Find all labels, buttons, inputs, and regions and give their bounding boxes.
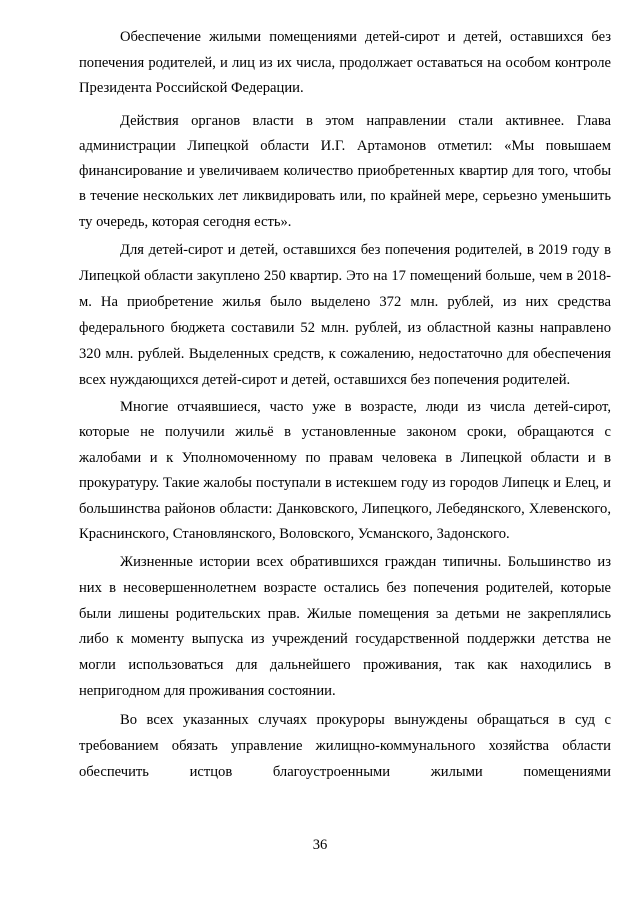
paragraph: Многие отчаявшиеся, часто уже в возрасте, люди из числа детей-сирот, которые не получили жильё в установленные законом сроки, обращаются с жалобами и к Уполномоченному по правам человека в Липецкой области и в прокуратуру. Такие жалобы поступали в истекшем году из городов Липецк и Елец, и большинства районов области: Данковского, Липецкого, Лебедянского, Хлевенского, Краснинского, Становлянского, Воловского, Усманского, Задонского. [79,398,611,543]
paragraph: Жизненные истории всех обратившихся граждан типичны. Большинство из них в несовершеннолетнем возрасте остались без попечения родителей, которые были лишены родительских прав. Жилые помещения за детьми не закреплялись либо к моменту выпуска из учреждений государственной поддержки детства не могли использоваться для дальнейшего проживания, так как находились в непригодном для проживания состоянии. [79,553,611,699]
page-number: 36 [312,837,328,853]
paragraph: Для детей-сирот и детей, оставшихся без попечения родителей, в 2019 году в Липецкой области закуплено 250 квартир. Это на 17 помещений больше, чем в 2018-м. На приобретение жилья было выделено 372 млн. рублей, из них средства федерального бюджета составили 52 млн. рублей, из областной казны направлено 320 млн. рублей. Выделенных средств, к сожалению, недостаточно для обеспечения всех нуждающихся детей-сирот и детей, оставшихся без попечения родителей. [79,241,611,388]
body-text [79,25,611,785]
paragraph: Во всех указанных случаях прокуроры вынуждены обращаться в суд с требованием обязать управление жилищно-коммунального хозяйства области обеспечить истцов благоустроенными жилыми помещениями [79,711,611,780]
paragraph: Действия органов власти в этом направлении стали активнее. Глава администрации Липецкой области И.Г. Артамонов отметил: «Мы повышаем финансирование и увеличиваем количество приобретенных квартир для того, чтобы в течение нескольких лет ликвидировать или, по крайней мере, серьезно уменьшить ту очередь, которая сегодня есть». [79,112,611,230]
paragraph: Обеспечение жилыми помещениями детей-сирот и детей, оставшихся без попечения родителей, и лиц из их числа, продолжает оставаться на особом контроле Президента Российской Федерации. [79,29,611,96]
